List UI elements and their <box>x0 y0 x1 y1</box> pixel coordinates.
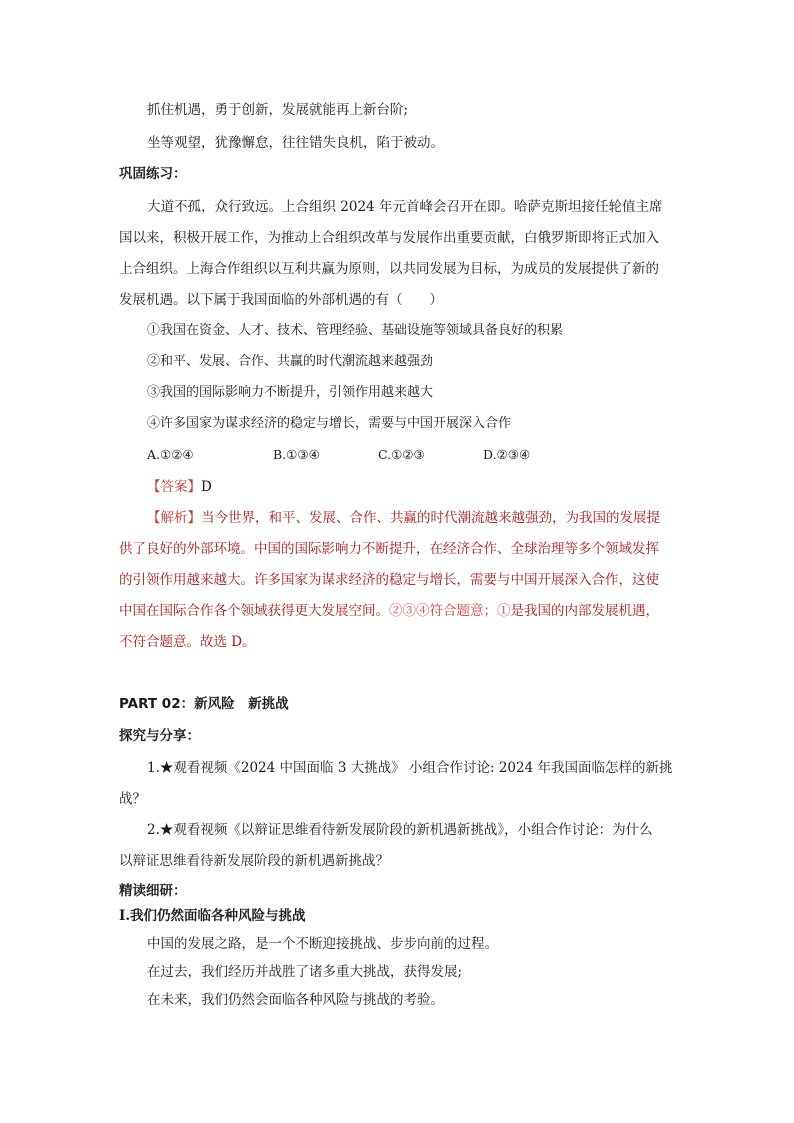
question-stem-line-2: 国以来，积极开展工作，为推动上合组织改革与发展作出重要贡献，白俄罗斯即将正式加入 <box>119 230 659 246</box>
option-b: B.①③④ <box>273 447 320 462</box>
explore-question-2-line-2: 以辩证思维看待新发展阶段的新机遇新挑战？ <box>119 853 389 869</box>
question-stem-line-1: 大道不孤，众行致远。上合组织 2024 年元首峰会召开在即。哈萨克斯坦接任轮值主席 <box>147 199 663 215</box>
sub-heading: Ⅰ.我们仍然面临各种风险与挑战 <box>119 908 306 924</box>
question-stem-line-4: 发展机遇。以下属于我国面临的外部机遇的有（ ） <box>119 292 443 308</box>
analysis-line-5: 不符合题意。故选 D。 <box>119 634 256 650</box>
option-a: A.①②④ <box>147 447 194 462</box>
analysis-tag: 【解析】 <box>147 510 201 526</box>
choice-item-2: ②和平、发展、合作、共赢的时代潮流越来越强劲 <box>147 354 434 369</box>
intro-line-2: 坐等观望，犹豫懈怠，往往错失良机，陷于被动。 <box>147 135 444 151</box>
option-d: D.②③④ <box>483 447 531 462</box>
explore-question-1-line-2: 战？ <box>119 791 146 807</box>
part2-title: PART 02：新风险 新挑战 <box>119 696 289 712</box>
practice-heading: 巩固练习： <box>119 166 187 182</box>
explore-question-2-line-1: 2.★观看视频《以辩证思维看待新发展阶段的新机遇新挑战》，小组合作讨论：为什么 <box>147 822 653 838</box>
analysis-line-2: 供了良好的外部环境。中国的国际影响力不断提升，在经济合作、全球治理等多个领域发挥 <box>119 541 659 557</box>
analysis-text-1: 当今世界，和平、发展、合作、共赢的时代潮流越来越强劲，为我国的发展提 <box>201 510 660 526</box>
answer-tag: 【答案】 <box>147 479 201 495</box>
intro-line-1: 抓住机遇，勇于创新，发展就能再上新台阶; <box>147 102 409 118</box>
analysis-line-1 <box>147 509 660 527</box>
explore-heading: 探究与分享： <box>119 728 200 744</box>
answer-value: D <box>201 479 212 495</box>
analysis-line-3: 的引领作用越来越大。许多国家为谋求经济的稳定与增长，需要与中国开展深入合作，这使 <box>119 572 659 588</box>
answer-line <box>147 478 212 496</box>
para-line-1: 中国的发展之路，是一个不断迎接挑战、步步向前的过程。 <box>147 936 498 952</box>
question-stem-line-3: 上合组织。上海合作组织以互利共赢为原则，以共同发展为目标，为成员的发展提供了新的 <box>119 261 659 277</box>
analysis-text-4-tail: 是我国的内部发展机遇， <box>510 603 659 619</box>
option-c: C.①②③ <box>378 447 425 462</box>
explore-question-1-line-1: 1.★观看视频《2024 中国面临 3 大挑战》 小组合作讨论: 2024 年我国面临怎样的新挑 <box>147 760 673 776</box>
choice-item-4: ④许多国家为谋求经济的稳定与增长，需要与中国开展深入合作 <box>147 416 512 431</box>
choice-item-3: ③我国的国际影响力不断提升，引领作用越来越大 <box>147 385 434 400</box>
read-heading: 精读细研： <box>119 883 187 899</box>
analysis-highlight: ②③④符合题意；① <box>389 603 511 619</box>
analysis-line-4 <box>119 602 659 620</box>
choice-item-1: ①我国在资金、人才、技术、管理经验、基础设施等领域具备良好的积累 <box>147 323 564 338</box>
analysis-text-4: 中国在国际合作各个领域获得更大发展空间。 <box>119 603 389 619</box>
para-line-2: 在过去，我们经历并战胜了诸多重大挑战，获得发展; <box>147 964 463 980</box>
para-line-3: 在未来，我们仍然会面临各种风险与挑战的考验。 <box>147 992 444 1008</box>
